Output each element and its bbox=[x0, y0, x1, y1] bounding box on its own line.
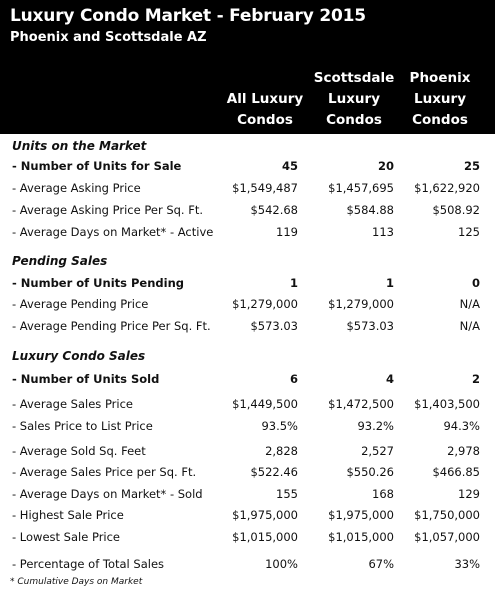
table-row: - Highest Sale Price $1,975,000 $1,975,000 $1,750,000 bbox=[12, 508, 480, 522]
column-header-scottsdale: Scottsdale Luxury Condos bbox=[313, 70, 395, 128]
section-title-pending-sales: Pending Sales bbox=[12, 254, 108, 268]
table-row: - Average Sold Sq. Feet 2,828 2,527 2,978 bbox=[12, 444, 480, 458]
table-row: - Lowest Sale Price $1,015,000 $1,015,000 $1,057,000 bbox=[12, 530, 480, 544]
table-row: - Average Pending Price Per Sq. Ft. $573.03 $573.03 N/A bbox=[12, 319, 480, 333]
table-row: - Average Asking Price $1,549,487 $1,457,695 $1,622,920 bbox=[12, 181, 480, 195]
report-subtitle: Phoenix and Scottsdale AZ bbox=[10, 30, 207, 45]
table-row: - Percentage of Total Sales 100% 67% 33% bbox=[12, 557, 480, 571]
table-row: - Average Days on Market* - Active 119 113 125 bbox=[12, 225, 480, 239]
table-row: - Average Sales Price $1,449,500 $1,472,500 $1,403,500 bbox=[12, 397, 480, 411]
table-row: - Average Sales Price per Sq. Ft. $522.46 $550.26 $466.85 bbox=[12, 465, 480, 479]
section-title-luxury-condo-sales: Luxury Condo Sales bbox=[12, 349, 146, 363]
table-row: - Average Days on Market* - Sold 155 168 129 bbox=[12, 487, 480, 501]
table-row: - Number of Units for Sale 45 20 25 bbox=[12, 159, 480, 173]
table-row: - Number of Units Sold 6 4 2 bbox=[12, 372, 480, 386]
report-title: Luxury Condo Market - February 2015 bbox=[10, 6, 366, 26]
table-row: - Sales Price to List Price 93.5% 93.2% 94.3% bbox=[12, 419, 480, 433]
table-row: - Number of Units Pending 1 1 0 bbox=[12, 276, 480, 290]
footnote: * Cumulative Days on Market bbox=[10, 577, 143, 587]
table-row: - Average Pending Price $1,279,000 $1,279,000 N/A bbox=[12, 297, 480, 311]
table-row: - Average Asking Price Per Sq. Ft. $542.68 $584.88 $508.92 bbox=[12, 203, 480, 217]
report-header bbox=[0, 0, 495, 134]
section-title-units-on-market: Units on the Market bbox=[12, 139, 147, 153]
column-header-phoenix: Phoenix Luxury Condos bbox=[409, 70, 471, 128]
column-header-all-luxury: All Luxury Condos bbox=[226, 91, 304, 128]
